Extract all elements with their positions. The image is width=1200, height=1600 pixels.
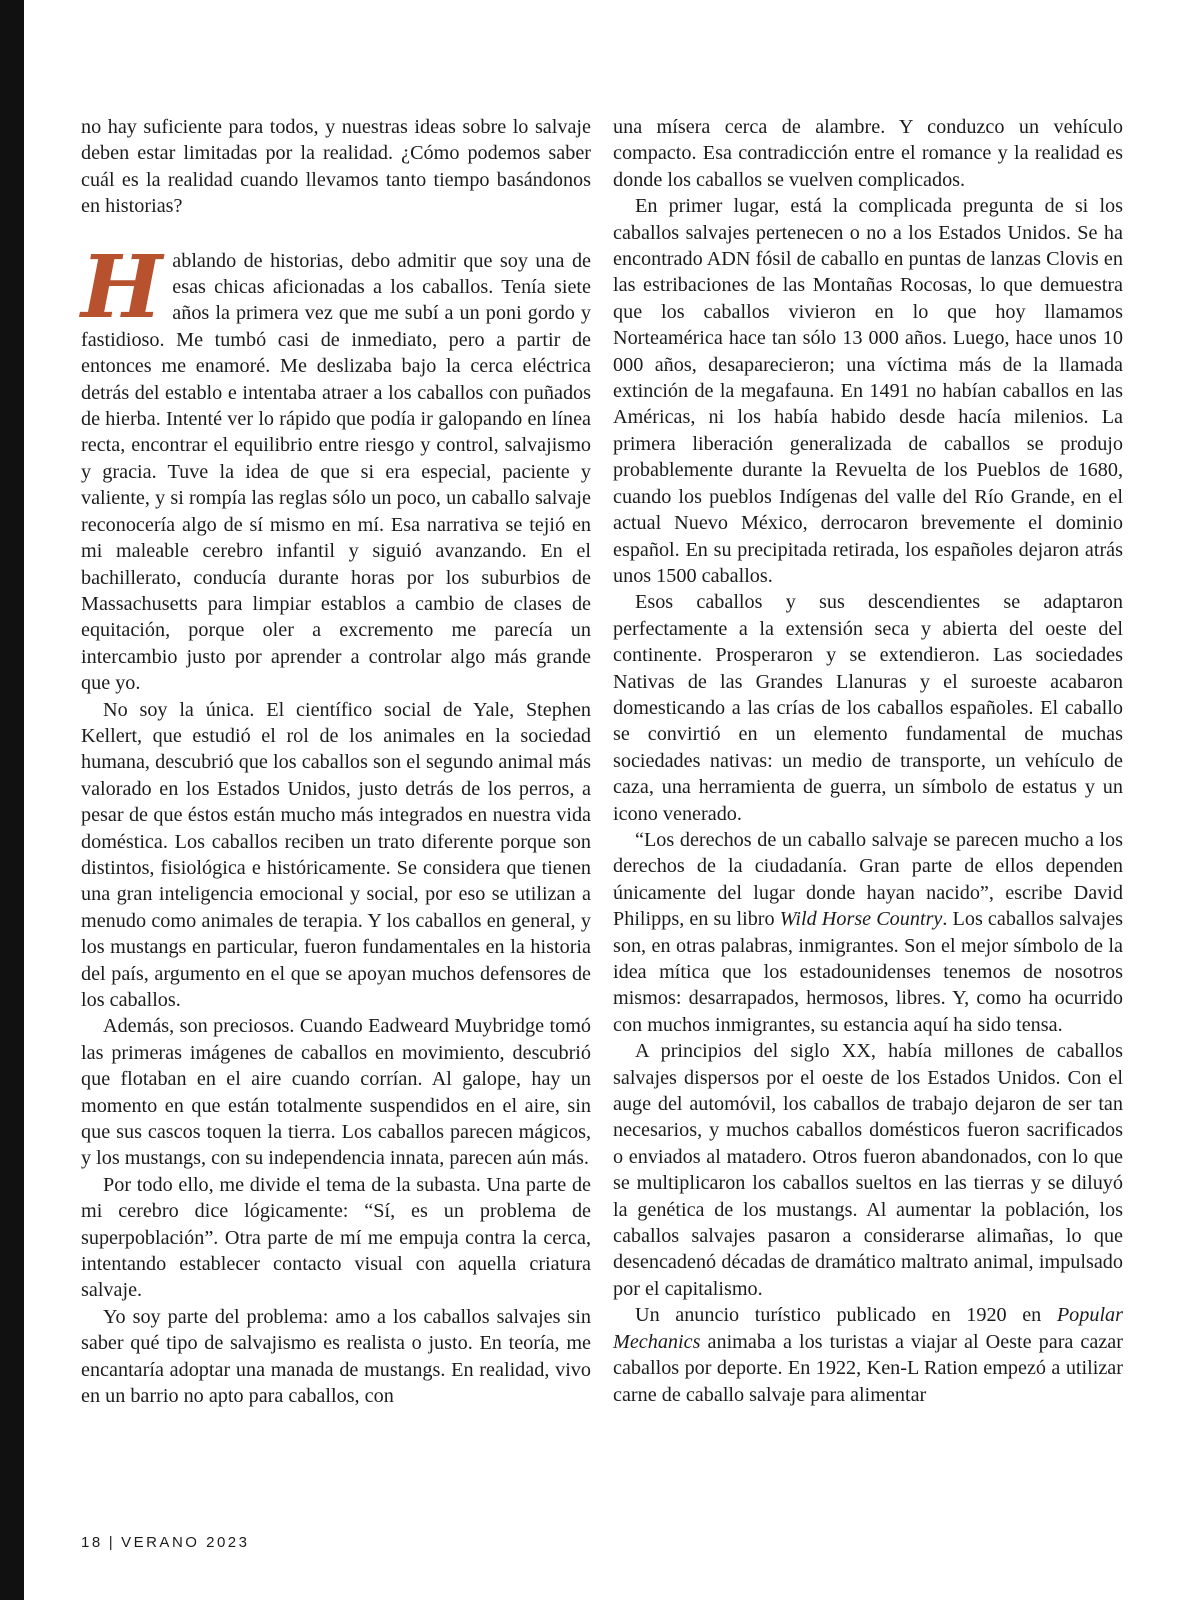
page-number: 18 [81, 1534, 103, 1551]
paragraph: no hay suficiente para todos, y nuestras ideas sobre lo salvaje deben estar limitadas por la realidad. ¿Cómo podemos saber cuál es la realidad cuando llevamos tanto tiempo basándonos en historias? [81, 116, 591, 218]
paragraph: Yo soy parte del problema: amo a los caballos salvajes sin saber qué tipo de salvajismo es realista o justo. En teoría, me encantaría adoptar una manada de mustangs. En realidad, vivo en un barrio no apto para caballos, con [81, 1305, 591, 1408]
paragraph: Por todo ello, me divide el tema de la subasta. Una parte de mi cerebro dice lógicamente: “Sí, es un problema de superpoblación”. Otra parte de mí me empuja contra la cerca, intentando establecer contacto visual con aquella criatura salvaje. [81, 1173, 591, 1302]
paragraph-text: . Los caballos salvajes son, en otras palabras, inmigrantes. Son el mejor símbolo de la idea mítica que los estadounidenses tenemos de nosotros mismos: desarrapados, hermosos, libres. Y, como ha ocurrido con muchos inmigrantes, su estancia aquí ha sido tensa. [613, 908, 1124, 1036]
issue-label: VERANO 2023 [121, 1534, 250, 1551]
left-column [81, 114, 591, 1410]
paragraph-text: Un anuncio turístico publicado en 1920 en [635, 1304, 1057, 1327]
paragraph-text: animaba a los turistas a viajar al Oeste para cazar caballos por deporte. En 1922, Ken-L Ration empezó a utilizar carne de caballo salvaje para alimentar [613, 1330, 1123, 1406]
paragraph: Esos caballos y sus descendientes se adaptaron perfectamente a la extensión seca y abierta del oeste del continente. Prosperaron y se extendieron. Las sociedades Nativas de las Grandes Llanuras y el suroeste acabaron domesticando a las crías de los caballos españoles. El caballo se convirtió en un elemento fundamental de muchas sociedades nativas: un medio de transporte, un vehículo de caza, una herramienta de guerra, un símbolo de estatus y un icono venerado. [613, 591, 1123, 825]
paragraph-text: “Los derechos de un caballo salvaje se parecen mucho a los derechos de la ciudadanía. Gran parte de ellos dependen únicamente del lugar donde hayan nacido”, escribe David Philipps, en su libro [613, 828, 1123, 931]
paragraph: Además, son preciosos. Cuando Eadweard Muybridge tomó las primeras imágenes de caballos en movimiento, descubrió que flotaban en el aire cuando corrían. Al galope, hay un momento en que están totalmente suspendidos en el aire, sin que sus cascos toquen la tierra. Los caballos parecen mágicos, y los mustangs, con su independencia innata, parecen aún más. [81, 1015, 591, 1170]
drop-cap: H [81, 236, 163, 338]
paragraph: No soy la única. El científico social de Yale, Stephen Kellert, que estudió el rol de los animales en la sociedad humana, descubrió que los caballos son el segundo animal más valorado en los Estados Unidos, justo detrás de los perros, a pesar de que éstos están mucho más integrados en nuestra vida doméstica. Los caballos reciben un trato diferente porque son distintos, fisiológica e históricamente. Se considera que tienen una gran inteligencia emocional y social, por eso se utilizan a menudo como animales de terapia. Y los caballos en general, y los mustangs en particular, fueron fundamentales en la historia del país, argumento en el que se apoyan muchos defensores de los caballos. [81, 698, 591, 1011]
paragraph [613, 1302, 1123, 1408]
page-footer [81, 1534, 249, 1551]
paragraph-text: ablando de historias, debo admitir que soy una de esas chicas aficionadas a los caballos. Tenía siete años la primera vez que me subí a un poni gordo y fastidioso. Me tumbó casi de inmediato, pero a partir de entonces me enamoré. Me deslizaba bajo la cerca eléctrica detrás del establo e intentaba atraer a los caballos con puñados de hierba. Intenté ver lo rápido que podía ir galopando en línea recta, encontrar el equilibrio entre riesgo y control, salvajismo y gracia. Tuve la idea de que si era especial, paciente y valiente, y si rompía las reglas sólo un poco, un caballo salvaje reconocería algo de sí mismo en mí. Esa narrativa se tejió en mi maleable cerebro infantil y siguió avanzando. En el bachillerato, conducía durante horas por los suburbios de Massachusetts para limpiar establos a cambio de clases de equitación, porque oler a excremento me parecía un intercambio justo por aprender a controlar algo más grande que yo. [81, 249, 591, 695]
paragraph: una mísera cerca de alambre. Y conduzco un vehículo compacto. Esa contradicción entre el romance y la realidad es donde los caballos se vuelven complicados. [613, 116, 1123, 191]
book-title: Wild Horse Country [779, 908, 943, 931]
paragraph: A principios del siglo XX, había millones de caballos salvajes dispersos por el oeste de los Estados Unidos. Con el auge del automóvil, los caballos de trabajo dejaron de ser tan necesarios, y muchos caballos domésticos fueron sacrificados o enviados al matadero. Otros fueron abandonados, con lo que se multiplicaron los caballos sueltos en las tierras y se diluyó la genética de los mustangs. Al aumentar la población, los caballos salvajes pasaron a considerarse alimañas, lo que desencadenó décadas de dramático maltrato animal, impulsado por el capitalismo. [613, 1040, 1123, 1300]
magazine-title: Popular Mechanics [613, 1304, 1123, 1353]
footer-separator: | [108, 1534, 116, 1551]
paragraph: En primer lugar, está la complicada pregunta de si los caballos salvajes pertenecen o no a los Estados Unidos. Se ha encontrado ADN fósil de caballo en puntas de lanzas Clovis en las estribaciones de las Montañas Rocosas, lo que demuestra que los caballos vivieron en lo que hoy llamamos Norteamérica hace tan sólo 13 000 años. Luego, hace unos 10 000 años, desaparecieron; una víctima más de la llamada extinción de la megafauna. En 1491 no habían caballos en las Américas, ni los había habido desde hacía milenios. La primera liberación generalizada de caballos se produjo probablemente durante la Revuelta de los Pueblos de 1680, cuando los pueblos Indígenas del valle del Río Grande, en el actual Nuevo México, derrocaron brevemente el dominio español. En su precipitada retirada, los españoles dejaron atrás unos 1500 caballos. [613, 195, 1123, 587]
paragraph [613, 827, 1123, 1038]
page-edge-shadow [0, 0, 24, 1600]
paragraph-with-dropcap [81, 236, 591, 697]
right-column [613, 114, 1123, 1408]
